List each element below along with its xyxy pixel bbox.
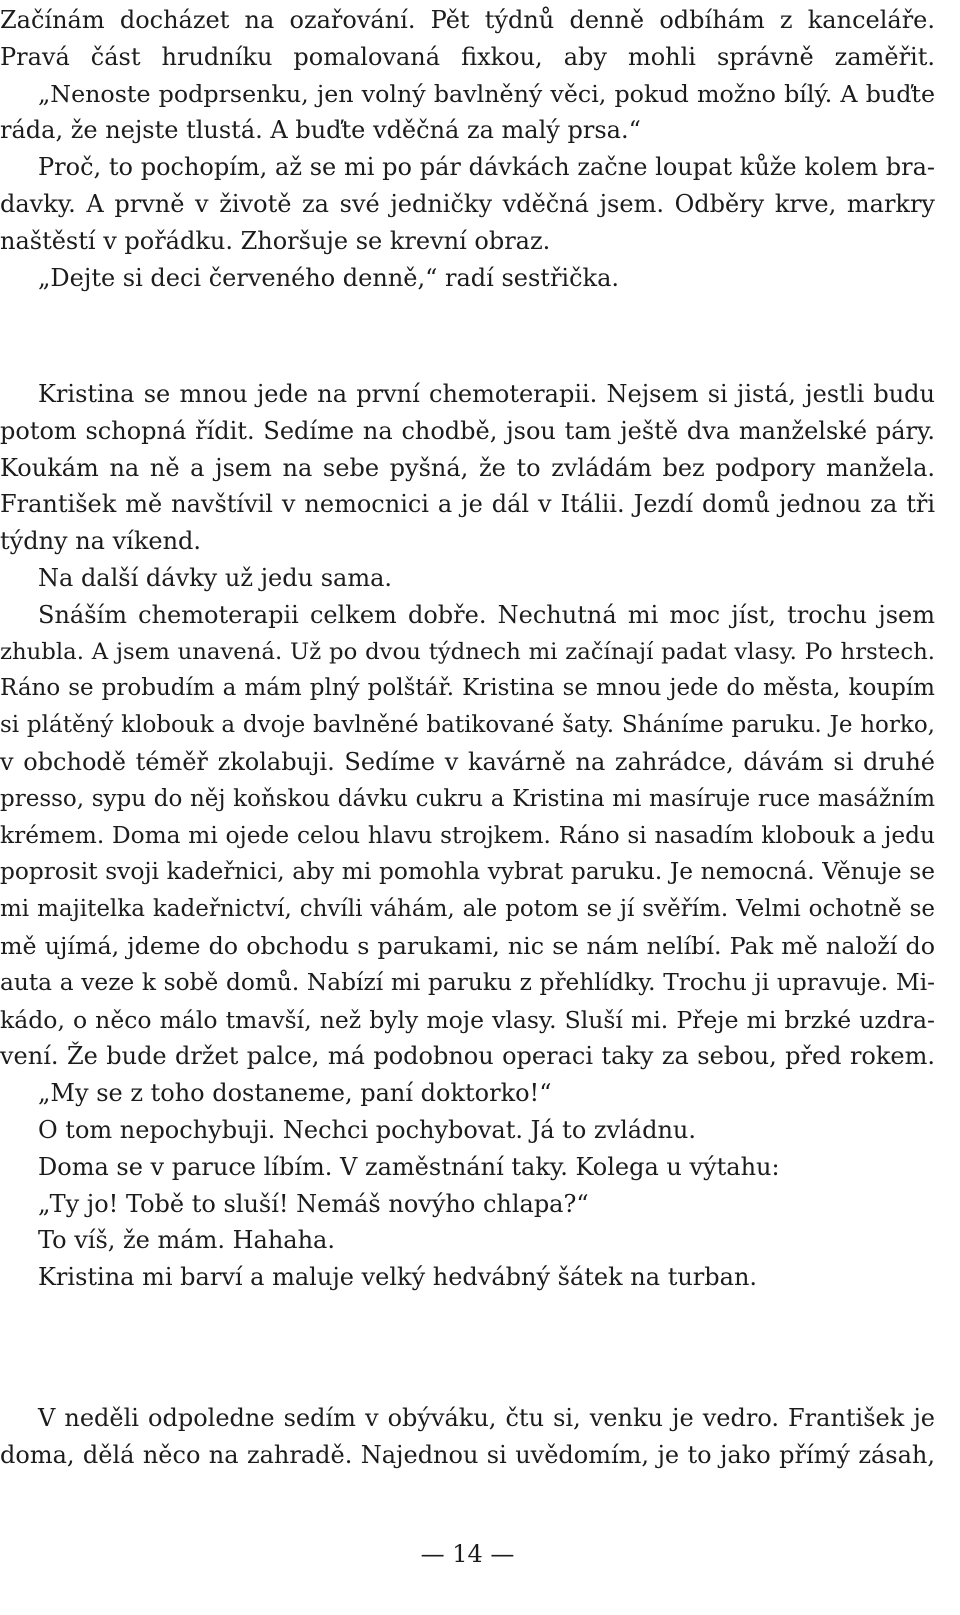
text-line: Pravá část hrudníku pomalovaná fixkou, aby mohli správně zaměřit. <box>0 42 935 71</box>
text-line: kádo, o něco málo tmavší, než byly moje vlasy. Sluší mi. Přeje mi brzké uzdra- <box>0 1005 935 1034</box>
page-number: — 14 — <box>420 1540 515 1568</box>
text-line: Kristina se mnou jede na první chemoterapii. Nejsem si jistá, jestli budu <box>38 380 935 408</box>
text-line: krémem. Doma mi ojede celou hlavu strojkem. Ráno si nasadím klobouk a jedu <box>0 821 935 849</box>
text-line: zhubla. A jsem unavená. Už po dvou týdnech mi začínají padat vlasy. Po hrstech. <box>0 638 935 665</box>
text-line: presso, sypu do něj koňskou dávku cukru a Kristina mi masíruje ruce masážním <box>0 785 935 812</box>
text-line: František mě navštívil v nemocnici a je dál v Itálii. Jezdí domů jednou za tři <box>0 490 935 519</box>
text-line: potom schopná řídit. Sedíme na chodbě, jsou tam ještě dva manželské páry. <box>0 416 935 445</box>
text-line: „Nenoste podprsenku, jen volný bavlněný věci, pokud možno bílý. A buďte <box>38 79 935 108</box>
text-line: „Dejte si deci červeného denně,“ radí sestřička. <box>38 263 620 292</box>
text-line: O tom nepochybuji. Nechci pochybovat. Já to zvládnu. <box>38 1115 696 1144</box>
text-line: Snáším chemoterapii celkem dobře. Nechutná mi moc jíst, trochu jsem <box>38 600 935 629</box>
text-line: ráda, že nejste tlustá. A buďte vděčná za malý prsa.“ <box>0 116 641 145</box>
text-line: „My se z toho dostaneme, paní doktorko!“ <box>38 1079 552 1108</box>
text-line: naštěstí v pořádku. Zhoršuje se krevní obraz. <box>0 226 551 255</box>
text-line: Na další dávky už jedu sama. <box>38 563 393 592</box>
text-line: mě ujímá, jdeme do obchodu s parukami, nic se nám nelíbí. Pak mě naloží do <box>0 931 935 960</box>
paragraph-radiation <box>0 2 935 296</box>
text-line: „Ty jo! Tobě to sluší! Nemáš novýho chlapa?“ <box>38 1189 589 1218</box>
text-line: Doma se v paruce líbím. V zaměstnání taky. Kolega u výtahu: <box>38 1152 780 1181</box>
text-line: To víš, že mám. Hahaha. <box>38 1226 335 1255</box>
text-line: v obchodě téměř zkolabuji. Sedíme v kavárně na zahrádce, dávám si druhé <box>0 747 935 776</box>
text-line: davky. A prvně v životě za své jedničky vděčná jsem. Odběry krve, markry <box>0 189 935 218</box>
text-line: auta a veze k sobě domů. Nabízí mi paruku z přehlídky. Trochu ji upravuje. Mi- <box>0 968 935 996</box>
text-line: Proč, to pochopím, až se mi po pár dávkách začne loupat kůže kolem bra- <box>38 153 935 182</box>
text-line: Ráno se probudím a mám plný polštář. Kristina se mnou jede do města, koupím <box>0 675 935 702</box>
text-line: si plátěný klobouk a dvoje bavlněné batikované šaty. Sháníme paruku. Je horko, <box>0 712 935 739</box>
text-line: V neděli odpoledne sedím v obýváku, čtu si, venku je vedro. František je <box>38 1404 935 1432</box>
text-line: týdny na víkend. <box>0 527 202 556</box>
text-line: Začínám docházet na ozařování. Pět týdnů denně odbíhám z kanceláře. <box>0 6 935 34</box>
text-line: poprosit svoji kadeřnici, aby mi pomohla vybrat paruku. Je nemocná. Věnuje se <box>0 858 935 886</box>
paragraph-chemotherapy <box>0 376 935 1296</box>
paragraph-sunday <box>0 1400 935 1474</box>
text-line: Koukám na ně a jsem na sebe pyšná, že to zvládám bez podpory manžela. <box>0 453 935 482</box>
text-line: doma, dělá něco na zahradě. Najednou si uvědomím, je to jako přímý zásah, <box>0 1440 935 1469</box>
text-line: mi majitelka kadeřnictví, chvíli váhám, ale potom se jí svěřím. Velmi ochotně se <box>0 896 935 923</box>
text-line: Kristina mi barví a maluje velký hedvábný šátek na turban. <box>38 1263 758 1292</box>
text-line: vení. Že bude držet palce, má podobnou operaci taky za sebou, před rokem. <box>0 1042 935 1071</box>
